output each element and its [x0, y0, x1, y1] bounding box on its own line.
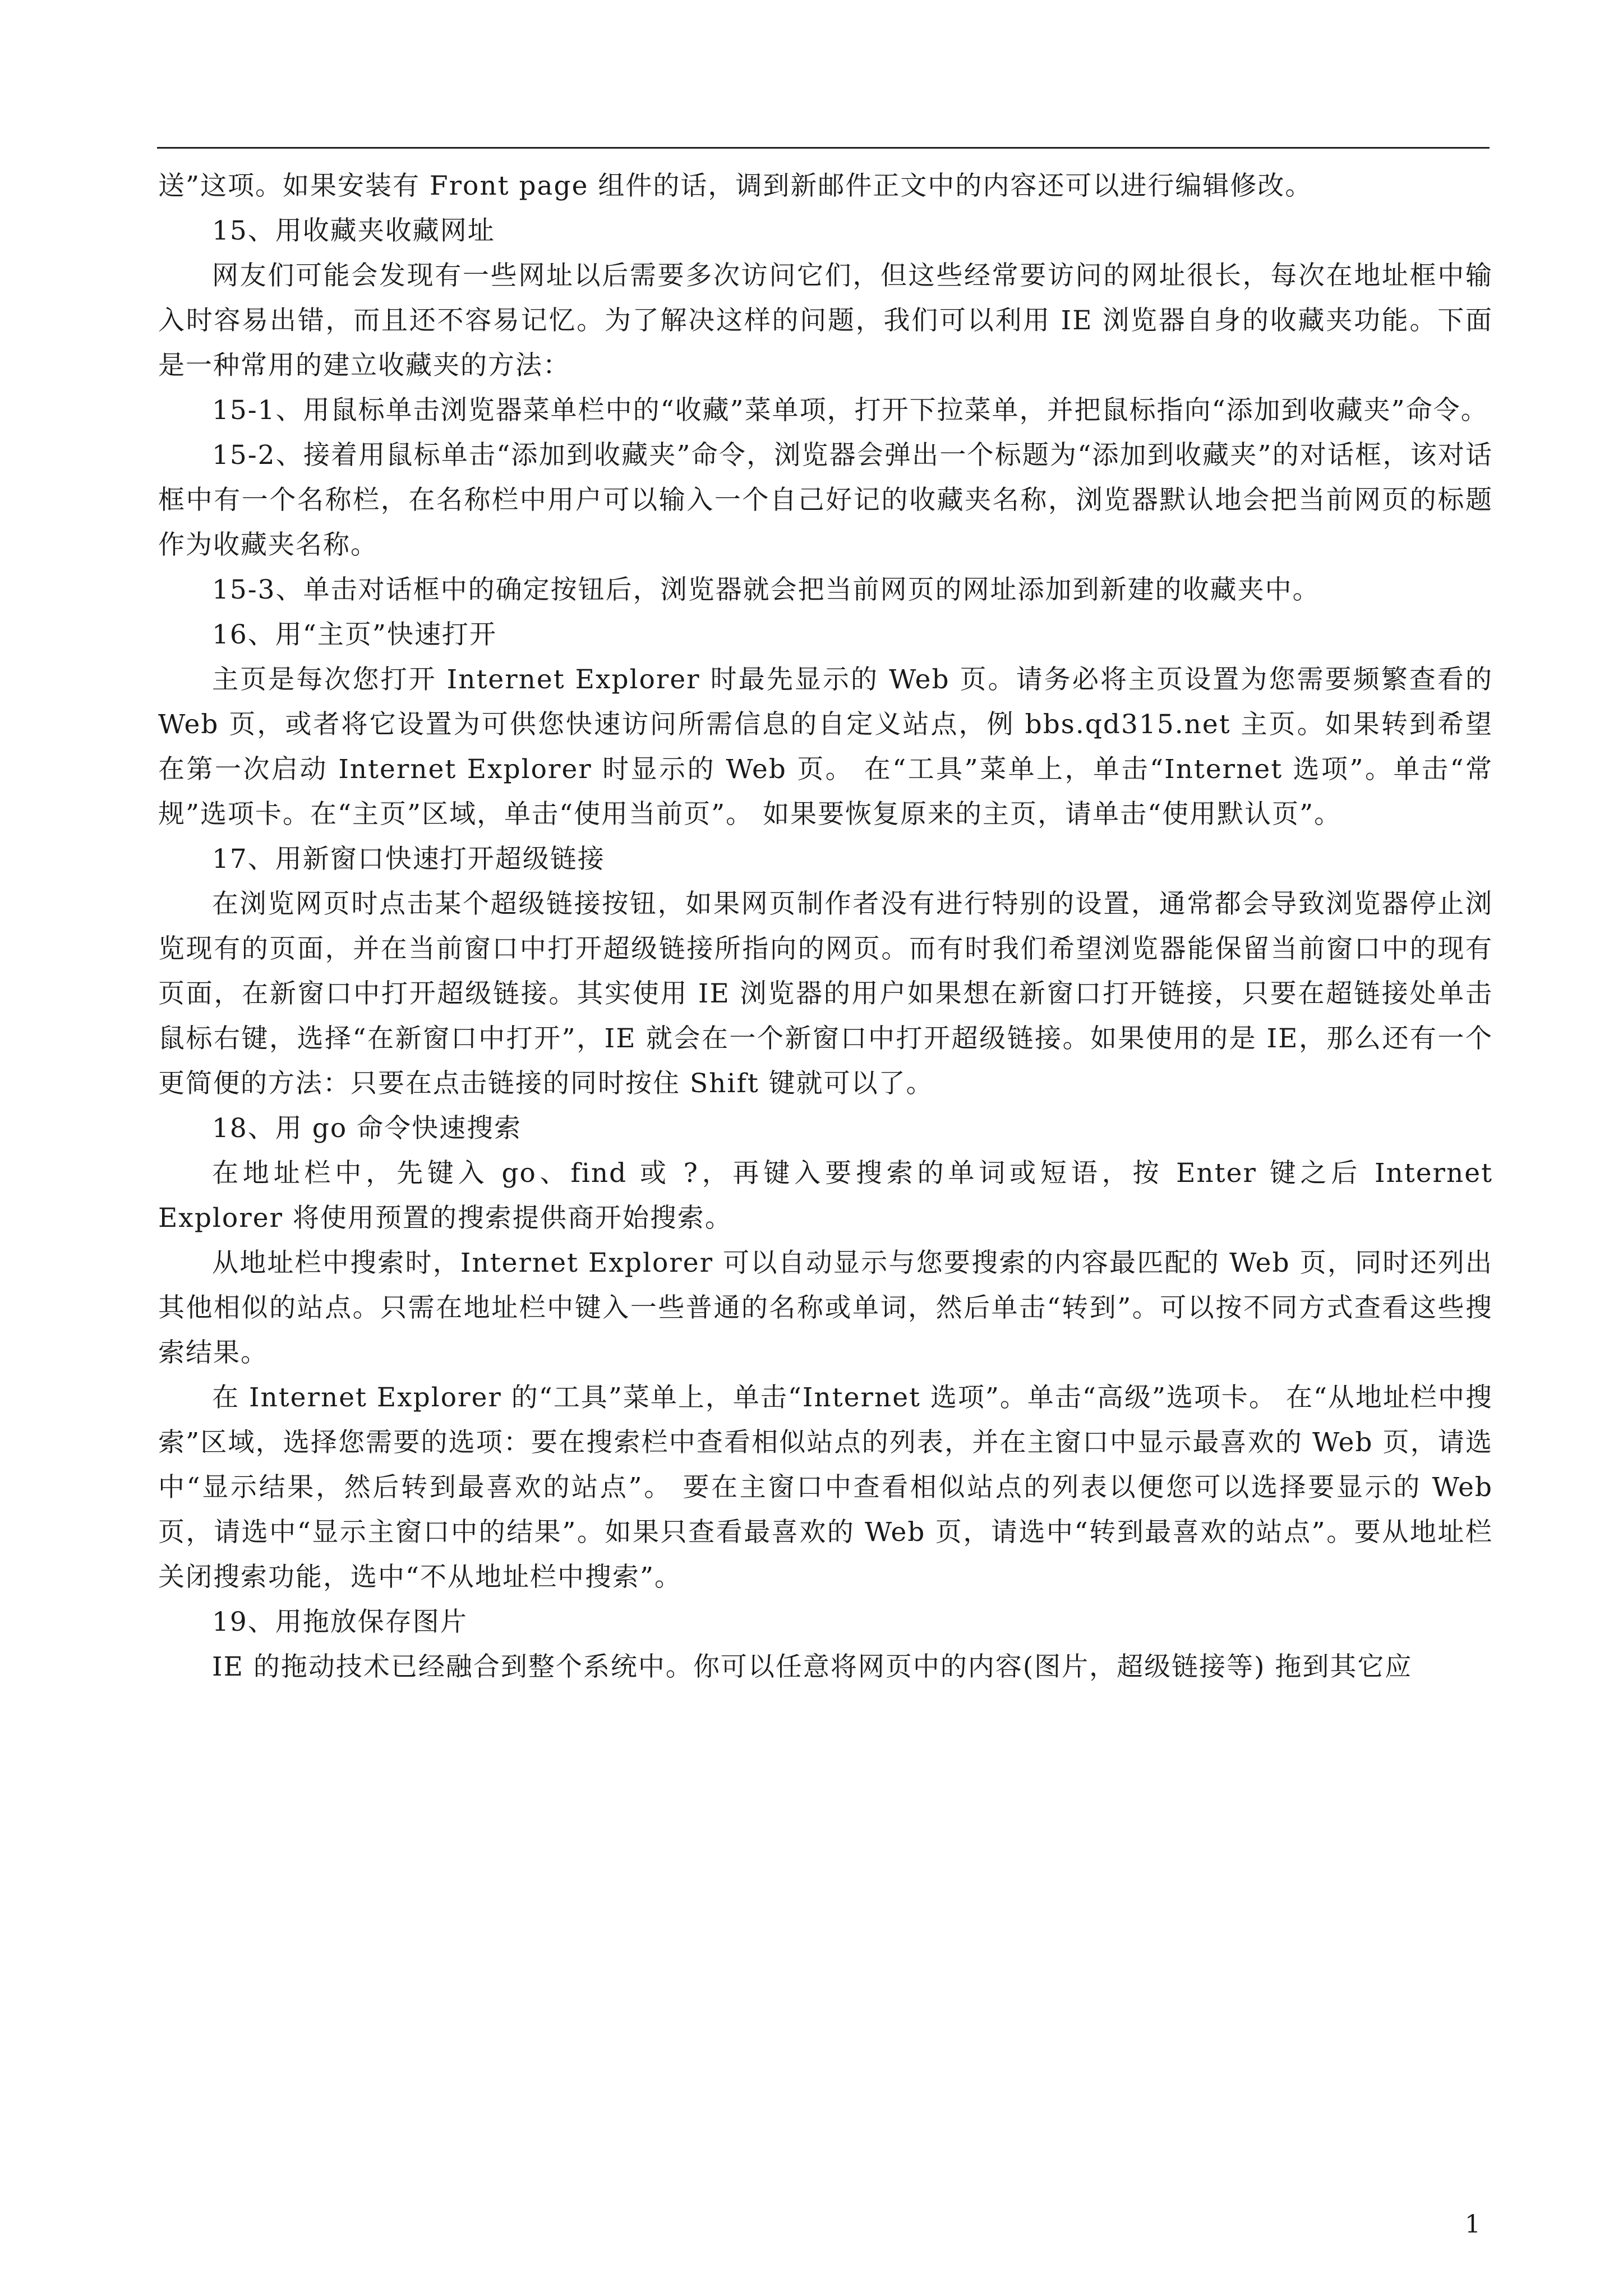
header-rule: [157, 147, 1490, 149]
section-heading-18: 18、用 go 命令快速搜索: [212, 1113, 522, 1144]
paragraph: 从地址栏中搜索时，Internet Explorer 可以自动显示与您要搜索的内容最匹配的 Web 页，同时还列出其他相似的站点。只需在地址栏中键入一些普通的名称或单词，然后单击“转到”。可以按不同方式查看这些搜索结果。: [158, 1248, 1493, 1368]
paragraph: 在地址栏中，先键入 go、find 或 ?，再键入要搜索的单词或短语，按 Enter 键之后 Internet Explorer 将使用预置的搜索提供商开始搜索。: [158, 1158, 1493, 1234]
paragraph: 主页是每次您打开 Internet Explorer 时最先显示的 Web 页。请务必将主页设置为您需要频繁查看的 Web 页，或者将它设置为可供您快速访问所需信息的自定义站点，例 bbs.qd315.net 主页。如果转到希望在第一次启动 Internet Explorer 时显示的 Web 页。 在“工具”菜单上，单击“Internet 选项”。单击“常规”选项卡。在“主页”区域，单击“使用当前页”。 如果要恢复原来的主页，请单击“使用默认页”。: [158, 664, 1493, 830]
paragraph: 在浏览网页时点击某个超级链接按钮，如果网页制作者没有进行特别的设置，通常都会导致浏览器停止浏览现有的页面，并在当前窗口中打开超级链接所指向的网页。而有时我们希望浏览器能保留当前窗口中的现有页面，在新窗口中打开超级链接。其实使用 IE 浏览器的用户如果想在新窗口打开链接，只要在超链接处单击鼠标右键，选择“在新窗口中打开”，IE 就会在一个新窗口中打开超级链接。如果使用的是 IE，那么还有一个更简便的方法：只要在点击链接的同时按住 Shift 键就可以了。: [158, 889, 1493, 1099]
section-heading-19: 19、用拖放保存图片: [212, 1607, 468, 1637]
section-heading-16: 16、用“主页”快速打开: [212, 619, 497, 650]
paragraph-continuation: 送”这项。如果安装有 Front page 组件的话，调到新邮件正文中的内容还可以进行编辑修改。: [158, 171, 1313, 201]
section-heading-17: 17、用新窗口快速打开超级链接: [212, 844, 605, 875]
paragraph: 在 Internet Explorer 的“工具”菜单上，单击“Internet 选项”。单击“高级”选项卡。 在“从地址栏中搜索”区域，选择您需要的选项：要在搜索栏中查看相似站点的列表，并在主窗口中显示最喜欢的 Web 页，请选中“显示结果，然后转到最喜欢的站点”。 要在主窗口中查看相似站点的列表以便您可以选择要显示的 Web 页，请选中“显示主窗口中的结果”。如果只查看最喜欢的 Web 页，请选中“转到最喜欢的站点”。要从地址栏关闭搜索功能，选中“不从地址栏中搜索”。: [158, 1382, 1493, 1593]
paragraph: 15-2、接着用鼠标单击“添加到收藏夹”命令，浏览器会弹出一个标题为“添加到收藏夹”的对话框，该对话框中有一个名称栏，在名称栏中用户可以输入一个自己好记的收藏夹名称，浏览器默认地会把当前网页的标题作为收藏夹名称。: [158, 440, 1493, 560]
paragraph: IE 的拖动技术已经融合到整个系统中。你可以任意将网页中的内容(图片，超级链接等) 拖到其它应: [212, 1651, 1413, 1682]
section-heading-15: 15、用收藏夹收藏网址: [212, 215, 495, 246]
page-number: 1: [1465, 2210, 1481, 2239]
paragraph: 15-3、单击对话框中的确定按钮后，浏览器就会把当前网页的网址添加到新建的收藏夹中。: [212, 574, 1320, 605]
paragraph: 网友们可能会发现有一些网址以后需要多次访问它们，但这些经常要访问的网址很长，每次在地址框中输入时容易出错，而且还不容易记忆。为了解决这样的问题，我们可以利用 IE 浏览器自身的收藏夹功能。下面是一种常用的建立收藏夹的方法：: [158, 260, 1493, 381]
paragraph: 15-1、用鼠标单击浏览器菜单栏中的“收藏”菜单项，打开下拉菜单，并把鼠标指向“添加到收藏夹”命令。: [212, 395, 1488, 426]
document-body: [158, 164, 1493, 1690]
